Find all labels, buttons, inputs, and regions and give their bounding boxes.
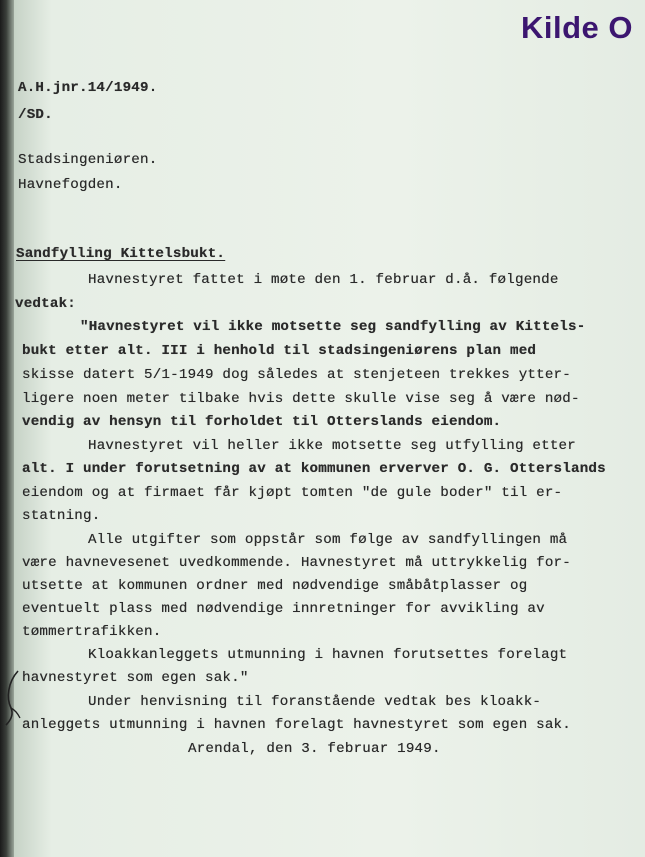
- body-line: Havnestyret fattet i møte den 1. februar d.å. følgende: [88, 272, 559, 288]
- body-line: anleggets utmunning i havnen forelagt havnestyret som egen sak.: [22, 717, 571, 733]
- body-line: Kloakkanleggets utmunning i havnen forutsettes forelagt: [88, 647, 568, 663]
- body-line: skisse datert 5/1-1949 dog således at stenjeteen trekkes ytter-: [22, 367, 571, 383]
- body-line: eventuelt plass med nødvendige innretninger for avvikling av: [22, 601, 545, 617]
- body-line: Havnestyret vil heller ikke motsette seg utfylling etter: [88, 438, 576, 454]
- body-line: bukt etter alt. III i henhold til stadsingeniørens plan med: [22, 343, 537, 359]
- recipient-1: Stadsingeniøren.: [18, 152, 158, 168]
- body-line: vedtak:: [15, 296, 76, 312]
- body-line: Alle utgifter som oppstår som følge av sandfyllingen må: [88, 532, 568, 548]
- body-line: ligere noen meter tilbake hvis dette skulle vise seg å være nød-: [22, 391, 580, 407]
- body-line: eiendom og at firmaet får kjøpt tomten "de gule boder" til er-: [22, 485, 563, 501]
- subject-heading: Sandfylling Kittelsbukt.: [16, 246, 226, 262]
- body-line: "Havnestyret vil ikke motsette seg sandfylling av Kittels-: [80, 319, 586, 335]
- body-line: havnestyret som egen sak.": [22, 670, 249, 686]
- initials: /SD.: [18, 107, 53, 123]
- body-line: alt. I under forutsetning av at kommunen erverver O. G. Otterslands: [22, 461, 606, 477]
- body-line: Under henvisning til foranstående vedtak bes kloakk-: [88, 694, 542, 710]
- handwritten-bracket-mark: [2, 668, 24, 728]
- body-line: tømmertrafikken.: [22, 624, 162, 640]
- body-line: være havnevesenet uvedkommende. Havnestyret må uttrykkelig for-: [22, 555, 571, 571]
- body-line: utsette at kommunen ordner med nødvendige småbåtplasser og: [22, 578, 528, 594]
- source-label: Kilde O: [520, 10, 633, 45]
- body-line: vendig av hensyn til forholdet til Otterslands eiendom.: [22, 414, 502, 430]
- body-line: statning.: [22, 508, 101, 524]
- recipient-2: Havnefogden.: [18, 177, 123, 193]
- journal-number: A.H.jnr.14/1949.: [18, 80, 158, 96]
- page-edge-shadow: [0, 0, 14, 857]
- closing-place-date: Arendal, den 3. februar 1949.: [188, 741, 441, 757]
